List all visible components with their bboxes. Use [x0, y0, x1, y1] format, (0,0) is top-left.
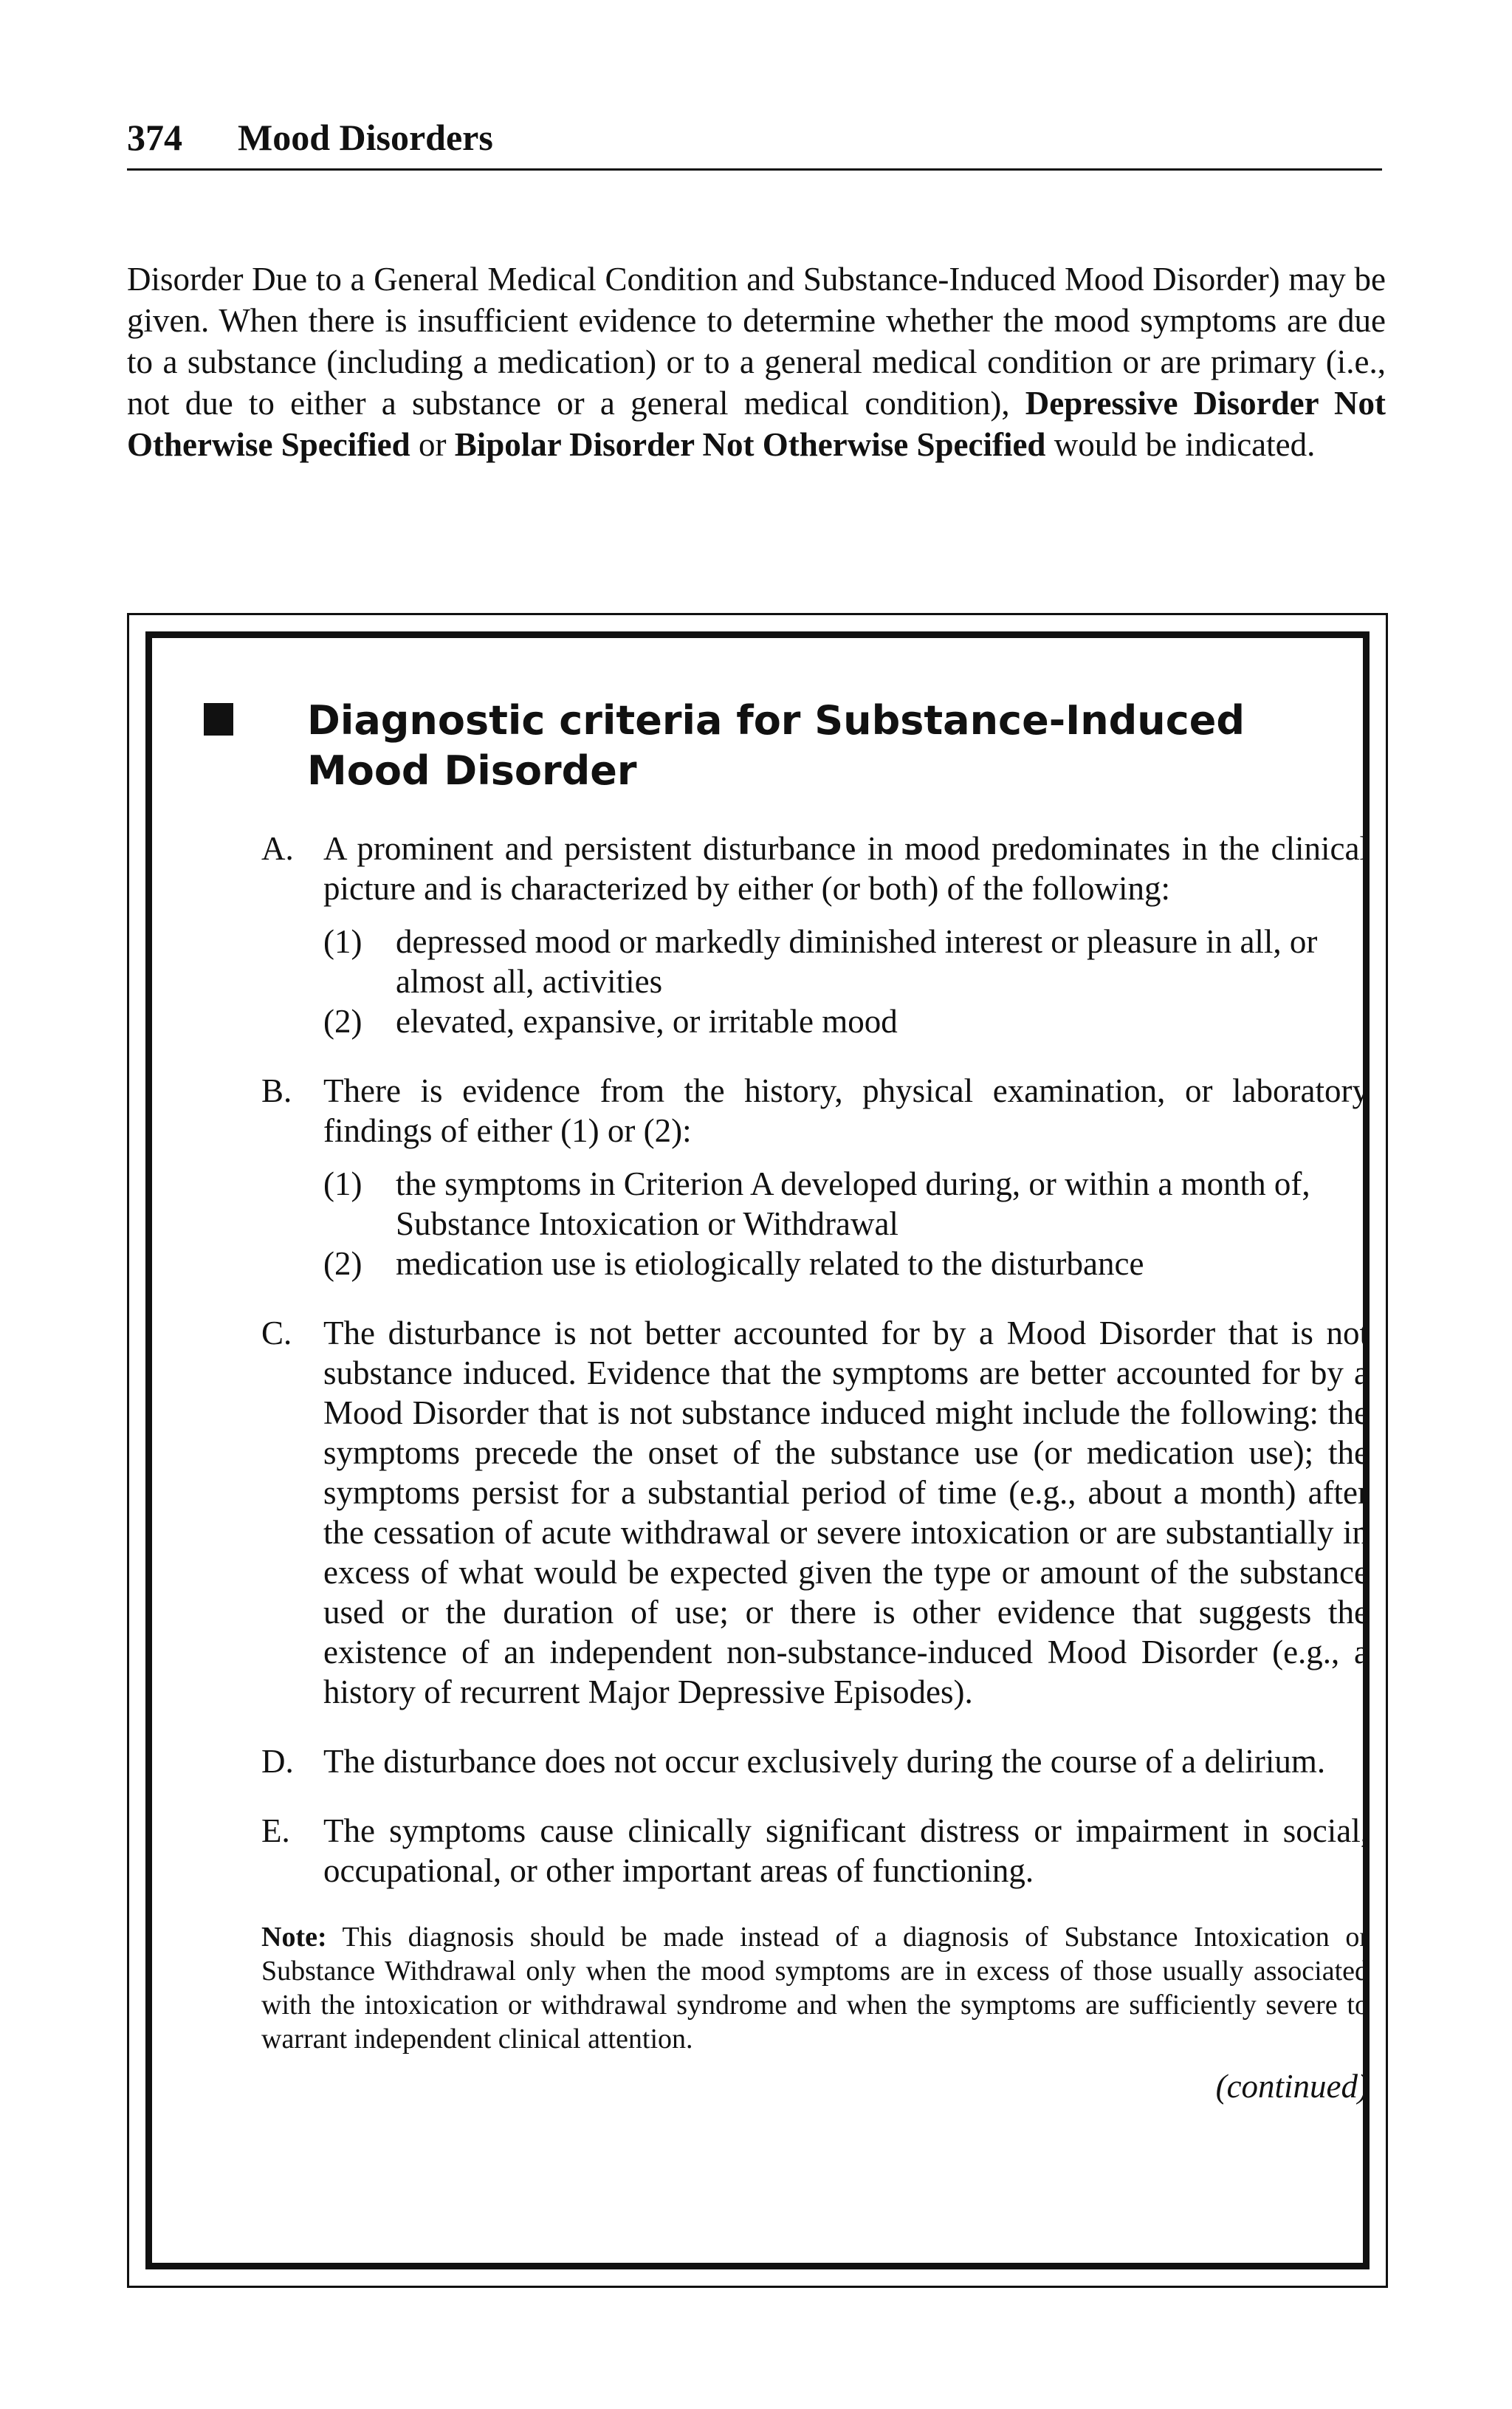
subitem-text: medication use is etiologically related to the disturbance [396, 1245, 1144, 1282]
criterion-a [261, 829, 1369, 1041]
criterion-letter: E. [261, 1812, 290, 1849]
subitem [323, 1244, 1369, 1284]
subitem [323, 922, 1369, 1001]
criterion-letter: B. [261, 1072, 292, 1109]
subitem [323, 1164, 1369, 1244]
intro-bold-bipolar-nos: Bipolar Disorder Not Otherwise Specified [454, 426, 1046, 463]
intro-paragraph [127, 258, 1386, 465]
criterion-letter: A. [261, 830, 294, 867]
box-inner-border [145, 631, 1370, 2269]
subitem-number: (1) [323, 1165, 362, 1202]
criterion-b-subitems [323, 1164, 1369, 1284]
box-title [307, 696, 1267, 796]
criterion-letter: D. [261, 1743, 294, 1780]
box-title-line-1: Diagnostic criteria for Substance-Induced [307, 697, 1245, 744]
subitem-number: (2) [323, 1245, 362, 1282]
subitem-number: (2) [323, 1003, 362, 1040]
running-title: Mood Disorders [238, 117, 493, 158]
criterion-letter: C. [261, 1315, 292, 1351]
note-paragraph [261, 1920, 1369, 2056]
diagnostic-criteria-box [127, 613, 1388, 2288]
criterion-text: The disturbance does not occur exclusively during the course of a delirium. [323, 1743, 1326, 1780]
box-title-line-2: Mood Disorder [307, 747, 637, 794]
page-number: 374 [127, 117, 182, 158]
criterion-text: A prominent and persistent disturbance in mood predominates in the clinical picture and is characterized by either (or both) of the following: [323, 830, 1369, 907]
continued-label: (continued) [1215, 2068, 1369, 2105]
criterion-text: The disturbance is not better accounted for by a Mood Disorder that is not substance induced. Evidence that the symptoms are better accounted for by a Mood Disorder that is not substance induced might include the following: the symptoms precede the onset of the substance use (or medication use); the symptoms persist for a substantial period of time (e.g., about a month) after the cessation of acute withdrawal or severe intoxication or are substantially in excess of what would be expected given the type or amount of the substance used or the duration of use; or there is other evidence that suggests the existence of an independent non-substance-induced Mood Disorder (e.g., a history of recurrent Major Depressive Episodes). [323, 1315, 1369, 1710]
subitem-number: (1) [323, 923, 362, 960]
subitem-text: the symptoms in Criterion A developed during, or within a month of, Substance Intoxication or Withdrawal [396, 1165, 1310, 1242]
intro-text-3: would be indicated. [1045, 426, 1316, 463]
criterion-b [261, 1071, 1369, 1284]
intro-text-1: Disorder Due to a General Medical Condition and Substance-Induced Mood Disorder) may be given. When there is insufficient evidence to determine whether the mood symptoms are due to a substance (including a medication) or to a general medical condition or are primary (i.e., not due to either a substance or a general medical condition), [127, 261, 1386, 422]
criterion-a-subitems [323, 922, 1369, 1041]
subitem-text: depressed mood or markedly diminished interest or pleasure in all, or almost all, activities [396, 923, 1318, 1000]
note-label: Note: [261, 1922, 327, 1953]
subitem [323, 1001, 1369, 1041]
subitem-text: elevated, expansive, or irritable mood [396, 1003, 898, 1040]
criteria-list [261, 829, 1369, 2106]
criterion-c [261, 1313, 1369, 1712]
criterion-d [261, 1741, 1369, 1781]
intro-bold-depressive-nos: Depressive Disorder Not Otherwise Specified [127, 385, 1386, 463]
intro-text-2: or [410, 426, 455, 463]
running-header [127, 115, 1382, 171]
criterion-e [261, 1811, 1369, 1891]
black-square-bullet-icon [204, 703, 233, 736]
criterion-text: There is evidence from the history, physical examination, or laboratory findings of either (1) or (2): [323, 1072, 1369, 1149]
criterion-text: The symptoms cause clinically significant distress or impairment in social, occupational, or other important areas of functioning. [323, 1812, 1369, 1889]
note-text: This diagnosis should be made instead of a diagnosis of Substance Intoxication or Substance Withdrawal only when the mood symptoms are in excess of those usually associated with the intoxication or withdrawal syndrome and when the symptoms are sufficiently severe to warrant independent clinical attention. [261, 1922, 1369, 2055]
